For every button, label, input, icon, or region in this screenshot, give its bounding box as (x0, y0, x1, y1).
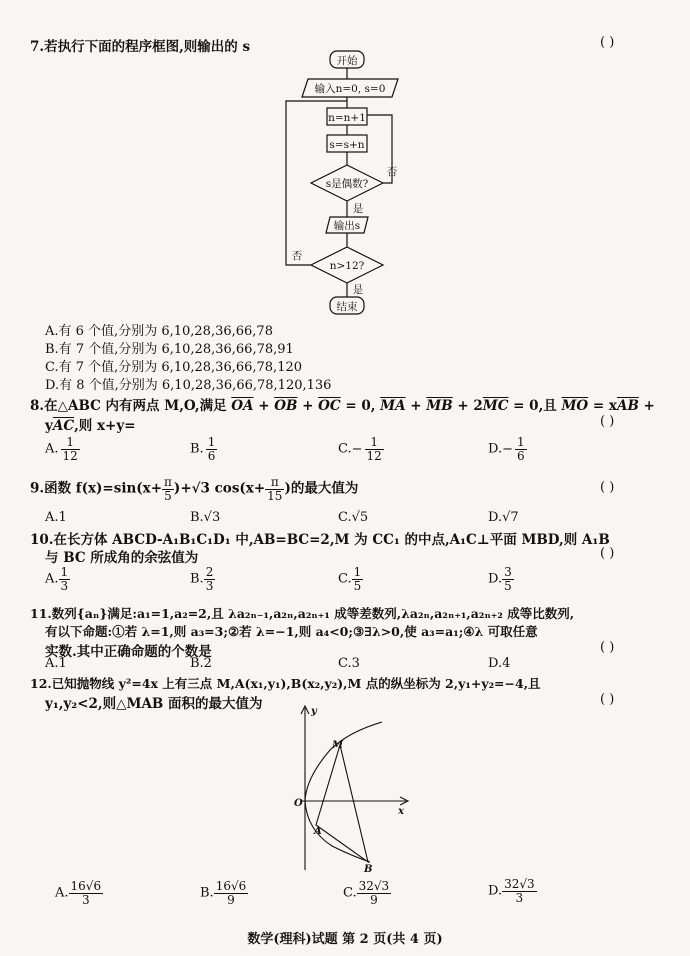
vec-mo: $\overline{MO}$ (561, 398, 589, 414)
q8-option-b: B. $\frac{1}{6}$ (190, 435, 216, 463)
flow-yes1-label: 是 (352, 203, 364, 215)
q7-paren: ( ) (600, 35, 615, 50)
q8-intro: 8.在△ABC 内有两点 M,O,满足 (30, 398, 232, 414)
q11-option-c: C.3 (338, 656, 360, 671)
q11-option-b: B.2 (190, 656, 212, 671)
vec-mc: $\overline{MC}$ (482, 398, 509, 414)
q12-line1: 12.已知抛物线 y²=4x 上有三点 M,A(x₁,y₁),B(x₂,y₂),M 点的纵坐标为 2,y₁+y₂=−4,且 (30, 676, 541, 691)
label-x: x (398, 806, 404, 817)
flow-input-label: 输入n=0, s=0 (314, 83, 386, 95)
q9-option-d: D.√7 (488, 510, 519, 525)
label-y: y (311, 706, 317, 717)
q7-stem: 7.若执行下面的程序框图,则输出的 s (30, 39, 251, 55)
q8-eq1: = 0, (340, 398, 376, 414)
q7-option-b: B.有 7 个值,分别为 6,10,28,36,66,78,91 (45, 342, 294, 357)
flow-no1-label: 否 (386, 166, 398, 178)
flow-yes2-label: 是 (352, 284, 364, 296)
q8-option-a: A. $\frac{1}{12}$ (45, 435, 78, 463)
flow-step1-label: n=n+1 (328, 112, 366, 124)
flow-output-label: 输出s (333, 220, 361, 232)
q10-line2: 与 BC 所成角的余弦值为 (45, 550, 199, 566)
vec-mb: $\overline{MB}$ (426, 398, 453, 414)
q8-line2: $y\overline{AC}$,则 x+y= (45, 418, 136, 434)
parabola (305, 722, 382, 862)
vec-ma: $\overline{MA}$ (380, 398, 406, 414)
q12-paren: ( ) (600, 692, 615, 707)
q9-option-b: B.√3 (190, 510, 221, 525)
vec-oa: $\overline{OA}$ (231, 398, 254, 414)
q11-line3: 实数.其中正确命题的个数是 (45, 644, 212, 660)
flow-start-label: 开始 (336, 55, 358, 67)
label-b: B (364, 864, 373, 875)
q11-paren: ( ) (600, 640, 615, 655)
q7-option-d: D.有 8 个值,分别为 6,10,28,36,66,78,120,136 (45, 378, 332, 393)
q12-option-d: D. $\frac{32√3}{3}$ (488, 877, 535, 905)
vec-ac: $\overline{AC}$ (52, 418, 75, 434)
q8-ask: ,则 x+y= (74, 418, 136, 434)
q8-line1: 8.在△ABC 内有两点 M,O,满足 $\overline{OA} + \overline{OB} + \overline{OC} = 0$, $\overline{MA} + \overline{MB} + 2\overline{MC} = 0$,且 $\overline{MO} = x\overline{AB}$ + (30, 398, 655, 414)
label-m: M (332, 740, 344, 751)
flow-step2-label: s=s+n (329, 139, 365, 151)
q10-paren: ( ) (600, 546, 615, 561)
vec-ob: $\overline{OB}$ (274, 398, 298, 414)
q12-option-c: C. $\frac{32√3}{9}$ (343, 879, 390, 907)
q12-option-b: B. $\frac{16√6}{9}$ (200, 879, 247, 907)
vec-ab: $\overline{AB}$ (616, 398, 639, 414)
q11-option-d: D.4 (488, 656, 511, 671)
q10-option-d: D. $\frac{3}{5}$ (488, 565, 512, 593)
q7-option-c: C.有 7 个值,分别为 6,10,28,36,66,78,120 (45, 360, 303, 375)
q7-option-a: A.有 6 个值,分别为 6,10,28,36,66,78 (45, 324, 273, 339)
q11-line2: 有以下命题:①若 λ=1,则 a₃=3;②若 λ=−1,则 a₄<0;③∃λ>0,使 a₃=a₁;④λ 可取任意 (45, 624, 538, 639)
q8-paren: ( ) (600, 414, 615, 429)
q9-paren: ( ) (600, 480, 615, 495)
q8-eq2: = 0,且 (508, 398, 562, 414)
flow-cond1-label: s是偶数? (325, 178, 369, 190)
q11-line1: 11.数列{aₙ}满足:a₁=1,a₂=2,且 λa₂ₙ₋₁,a₂ₙ,a₂ₙ₊₁ 成等差数列,λa₂ₙ,a₂ₙ₊₁,a₂ₙ₊₂ 成等比数列, (30, 606, 575, 621)
flow-no2-label: 否 (291, 250, 303, 262)
q12-line2: y₁,y₂<2,则△MAB 面积的最大值为 (45, 696, 263, 712)
q12-graph (280, 700, 420, 875)
page-footer: 数学(理科)试题 第 2 页(共 4 页) (247, 932, 443, 947)
label-a: A (314, 826, 322, 837)
label-o: O (294, 798, 303, 809)
flow-end-label: 结束 (336, 301, 358, 313)
q9-option-c: C.√5 (338, 510, 369, 525)
q9-option-a: A.1 (45, 510, 67, 525)
triangle-mab (316, 745, 368, 862)
q10-option-a: A. $\frac{1}{3}$ (45, 565, 69, 593)
vec-oc: $\overline{OC}$ (318, 398, 341, 414)
q7-flowchart (270, 45, 420, 320)
flow-cond2-label: n>12? (329, 260, 365, 272)
q8-option-d: D.− $\frac{1}{6}$ (488, 435, 525, 463)
q10-line1: 10.在长方体 ABCD-A₁B₁C₁D₁ 中,AB=BC=2,M 为 CC₁ 的中点,A₁C⊥平面 MBD,则 A₁B (30, 532, 610, 548)
q10-option-b: B. $\frac{2}{3}$ (190, 565, 214, 593)
q10-option-c: C. $\frac{1}{5}$ (338, 565, 362, 593)
q8-option-c: C.− $\frac{1}{12}$ (338, 435, 382, 463)
q9-stem: 9.函数 f(x)=sin(x+ $\frac{\pi}{5}$ )+√3 cos(x+ $\frac{\pi}{15}$ )的最大值为 (30, 475, 359, 503)
q12-option-a: A. $\frac{16√6}{3}$ (55, 879, 102, 907)
q11-option-a: A.1 (45, 656, 67, 671)
